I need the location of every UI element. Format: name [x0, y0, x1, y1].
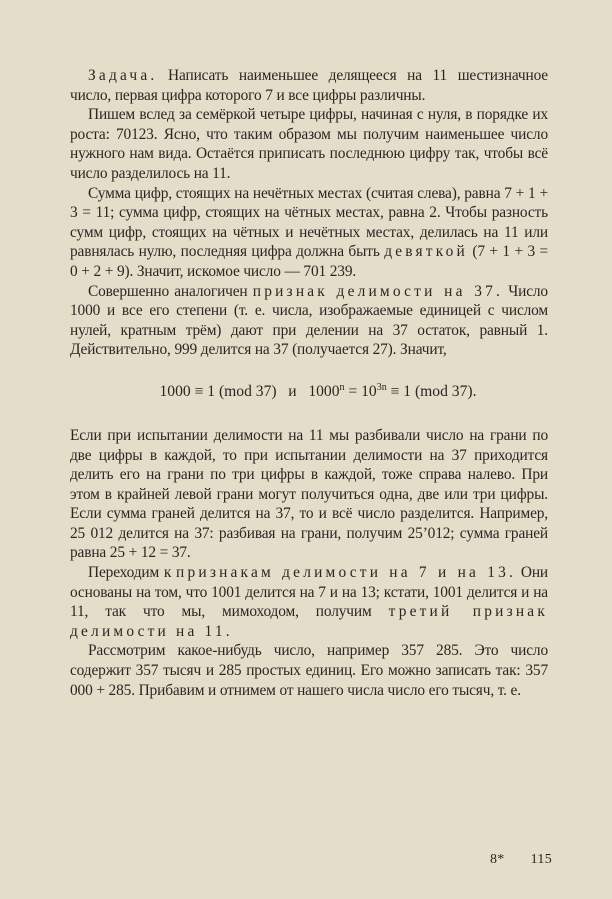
paragraph-faces [70, 426, 548, 563]
congruence-formula [70, 382, 548, 402]
digit-sums-text-b: (7 + 1 + 3 = 0 + 2 + 9). Значит, искомое число — 701 239. [70, 243, 549, 280]
page-body [70, 66, 548, 700]
formula-right-base: 1000 [308, 382, 340, 400]
page-footer [490, 852, 552, 868]
paragraph-div37 [70, 282, 548, 360]
paragraph-solution [70, 105, 548, 183]
formula-left: 1000 ≡ 1 (mod 37) [159, 382, 277, 400]
paragraph-digit-sums [70, 184, 548, 282]
digit-sums-spaced: девяткой [384, 243, 468, 261]
paragraph-example [70, 641, 548, 700]
formula-right-end: ≡ 1 (mod 37). [386, 382, 477, 400]
div7-13-text-b: Они основаны на том, что 1001 делится на 7 и на 13; кстати, 1001 делится и на 11, так что мы, мимоходом, получим [70, 564, 548, 621]
formula-right-exp2: 3n [376, 381, 387, 393]
div7-13-spaced-a: признакам делимости на 7 и на 13. [176, 564, 517, 582]
div7-13-spaced-b: третий признак делимости на 11. [70, 603, 548, 640]
div7-13-text-a: Переходим к [88, 564, 177, 582]
task-text: Написать наименьшее делящееся на 11 шестизначное число, первая цифра которого 7 и все цифры различны. [70, 67, 548, 104]
page-number: 115 [530, 852, 552, 867]
task-lead: Задача. [88, 67, 158, 84]
div37-text-b: Число 1000 и все его степени (т. е. числа, изображаемые единицей с числом нулей, кратным трём) дают при делении на 37 остаток, равный 1. Действительно, 999 делится на 37 (получается 27). Значит, [70, 282, 548, 359]
div37-spaced: признак делимости на 37. [252, 282, 504, 300]
formula-right-exp: n [339, 381, 345, 393]
solution-text: Пишем вслед за семёркой четыре цифры, начиная с нуля, в порядке их роста: 70123. Ясно, что таким образом мы получим наименьшее число нужного нам вида. Остаётся приписать последнюю цифру так, чтобы всё число разделилось на 11. [70, 106, 548, 182]
div37-text-a: Совершенно аналогичен [88, 282, 253, 300]
digit-sums-text-a: Сумма цифр, стоящих на нечётных местах (считая слева), равна 7 + 1 + 3 = 11; сумма цифр, стоящих на чётных местах, равна 2. Чтобы разность сумм цифр, стоящих на чётных и нечётных местах, делилась на 11 или равнялась нулю, последняя цифра должна быть [70, 184, 548, 261]
example-text: Рассмотрим какое-нибудь число, например 357 285. Это число содержит 357 тысяч и 285 простых единиц. Его можно записать так: 357 000 + 285. Прибавим и отнимем от нашего числа число его тысяч, т. е. [70, 642, 548, 699]
paragraph-div7-13 [70, 563, 548, 641]
formula-right-mid: = 10 [344, 382, 377, 400]
paragraph-task [70, 66, 548, 105]
signature-mark: 8* [490, 852, 505, 867]
formula-conj: и [288, 382, 297, 400]
faces-text: Если при испытании делимости на 11 мы разбивали число на грани по две цифры в каждой, то при испытании делимости на 37 приходится делить его на грани по три цифры в каждой, тоже справа налево. При этом в крайней левой грани могут получиться одна, две или три цифры. Если сумма граней делится на 37, то и всё число разделится. Например, 25 012 делится на 37: разбивая на грани, получим 25’012; сумма граней равна 25 + 12 = 37. [70, 426, 548, 562]
